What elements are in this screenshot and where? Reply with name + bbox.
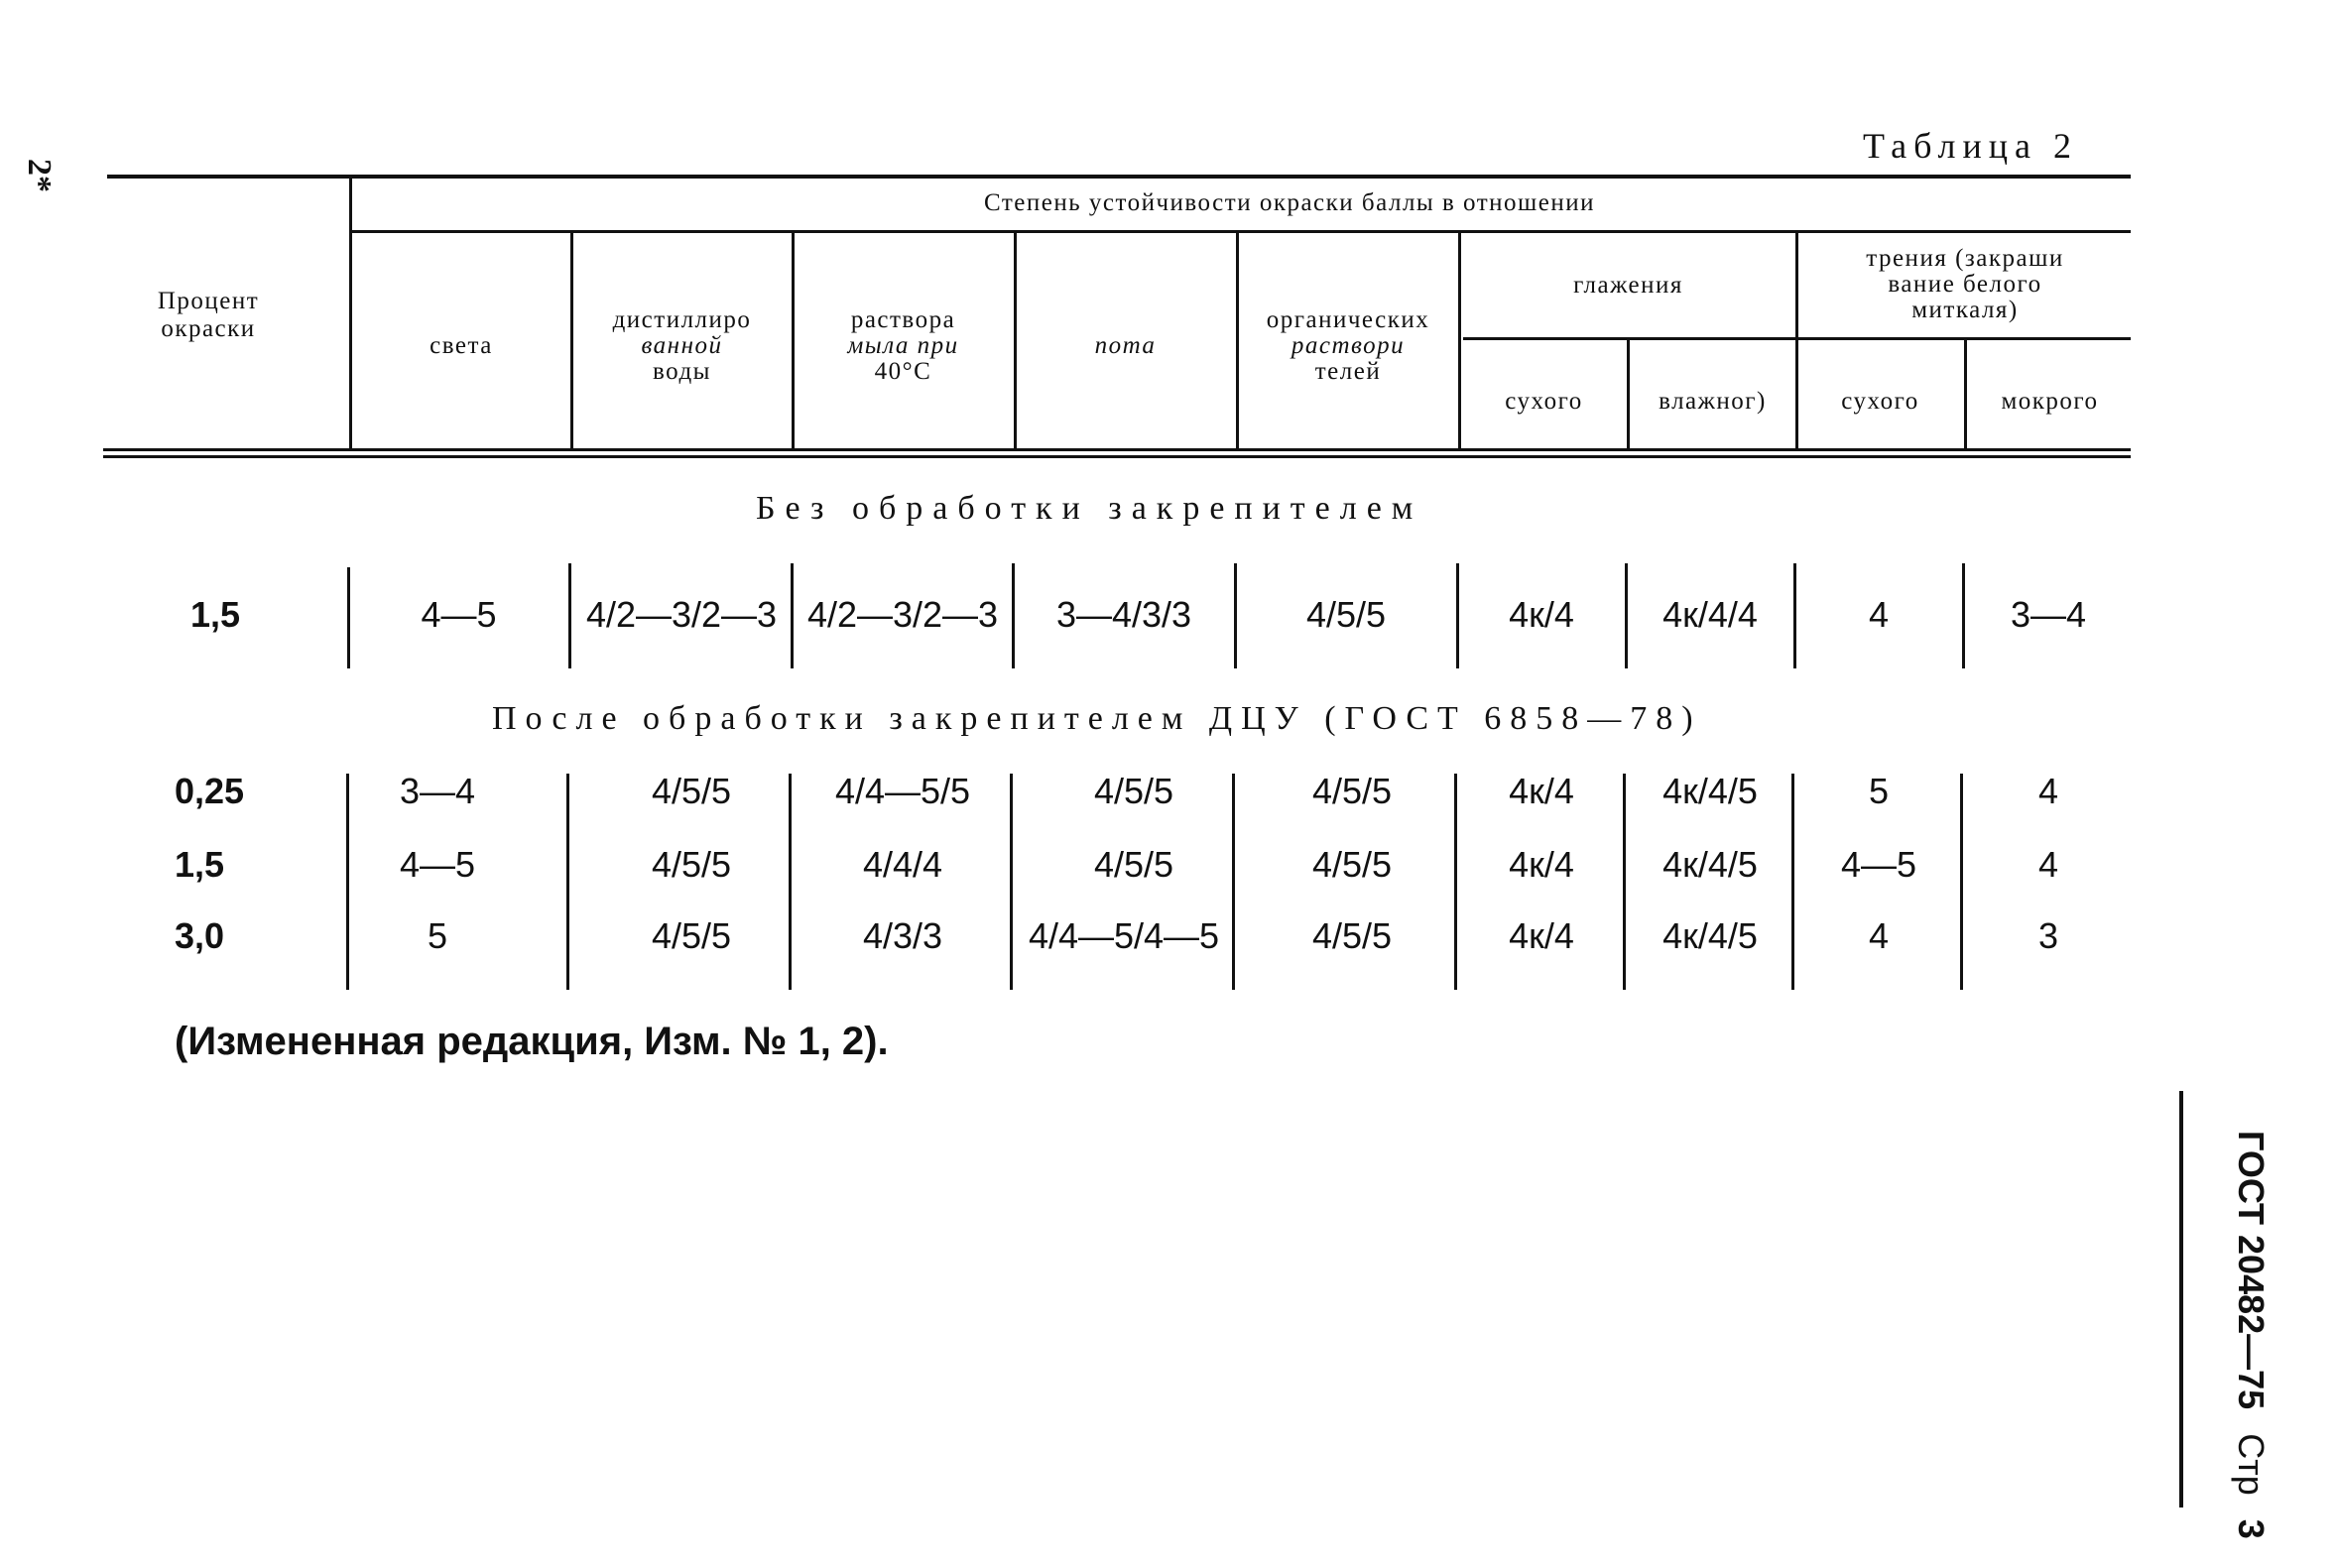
row-divider: [791, 563, 794, 668]
cell-ironing-wet: 4к/4/5: [1662, 915, 1758, 956]
cell-friction-dry: 4: [1868, 594, 1890, 635]
cell-friction-wet: 3—4: [2010, 594, 2087, 635]
side-rule: [2179, 1091, 2183, 1508]
header-distilled: [575, 307, 789, 385]
header-friction-line2: вание белого: [1888, 271, 2042, 298]
cell-organic: 4/5/5: [1311, 915, 1393, 956]
page-mark: 2*: [21, 159, 58, 192]
cell-distilled: 4/5/5: [651, 844, 732, 885]
header-divider: [792, 233, 795, 448]
cell-ironing-dry: 4к/4: [1509, 594, 1574, 635]
row-divider: [1962, 563, 1965, 668]
cell-sweat: 4/4—5/4—5: [1028, 915, 1220, 956]
header-friction-line1: трения (закраши: [1866, 245, 2064, 272]
cell-light: 4—5: [399, 844, 476, 885]
cell-ironing-wet: 4к/4/5: [1662, 771, 1758, 811]
footnote: (Измененная редакция, Изм. № 1, 2).: [175, 1020, 889, 1063]
row-divider: [566, 774, 569, 990]
section-title: Без обработки закрепителем: [756, 490, 1423, 527]
header-ironing-dry: сухого: [1505, 388, 1583, 415]
row-divider: [1960, 774, 1963, 990]
row-divider: [347, 567, 350, 668]
header-organic: [1240, 307, 1456, 385]
header-divider: [1627, 340, 1630, 448]
header-ironing: глажения: [1573, 272, 1683, 299]
cell-organic: 4/5/5: [1311, 844, 1393, 885]
cell-ironing-dry: 4к/4: [1509, 771, 1574, 811]
page-number: 3: [2231, 1518, 2272, 1539]
header-divider: [1236, 233, 1239, 448]
header-friction-dry: сухого: [1841, 388, 1919, 415]
cell-soap: 4/4—5/5: [834, 771, 971, 811]
header-organic-line1: органических: [1266, 306, 1430, 333]
header-friction-wet: мокрого: [2001, 388, 2099, 415]
row-divider: [1625, 563, 1628, 668]
header-organic-line3: телей: [1314, 358, 1382, 385]
header-divider: [1458, 233, 1461, 448]
row-divider: [1791, 774, 1794, 990]
cell-light: 3—4: [399, 771, 476, 811]
cell-ironing-dry: 4к/4: [1509, 844, 1574, 885]
header-divider: [1795, 233, 1798, 448]
cell-sweat: 4/5/5: [1093, 844, 1174, 885]
cell-sweat: 4/5/5: [1093, 771, 1174, 811]
cell-friction-dry: 4: [1868, 915, 1890, 956]
row-divider: [1623, 774, 1626, 990]
cell-light: 4—5: [421, 594, 497, 635]
cell-ironing-wet: 4к/4/5: [1662, 844, 1758, 885]
row-percent: 3,0: [175, 915, 225, 956]
table-title: Таблица 2: [1863, 126, 2078, 166]
row-divider: [1012, 563, 1015, 668]
cell-distilled: 4/5/5: [651, 771, 732, 811]
header-distilled-line2: ванной: [641, 332, 723, 359]
row-divider: [346, 774, 349, 990]
cell-distilled: 4/5/5: [651, 915, 732, 956]
header-friction-line3: миткаля): [1911, 297, 2019, 323]
standard-number: ГОСТ 20482—75: [2231, 1131, 2272, 1410]
header-soap: [797, 307, 1010, 385]
cell-friction-dry: 4—5: [1840, 844, 1917, 885]
header-group: Степень устойчивости окраски баллы в отношении: [984, 189, 1595, 216]
header-friction: [1799, 246, 2131, 323]
row-divider: [568, 563, 571, 668]
cell-friction-dry: 5: [1868, 771, 1890, 811]
row-percent: 1,5: [175, 844, 225, 885]
header-percent: Процент окраски: [157, 288, 260, 342]
cell-organic: 4/5/5: [1305, 594, 1387, 635]
cell-ironing-dry: 4к/4: [1509, 915, 1574, 956]
header-light: света: [430, 332, 493, 359]
header-divider: [1014, 233, 1017, 448]
header-soap-line3: 40°С: [874, 358, 932, 385]
cell-distilled: 4/2—3/2—3: [585, 594, 778, 635]
cell-friction-wet: 4: [2037, 771, 2059, 811]
cell-friction-wet: 4: [2037, 844, 2059, 885]
row-divider: [1793, 563, 1796, 668]
header-bottom-rule-1: [103, 448, 2131, 451]
cell-ironing-wet: 4к/4/4: [1662, 594, 1758, 635]
header-organic-line2: раствори: [1291, 332, 1406, 359]
row-divider: [1234, 563, 1237, 668]
cell-soap: 4/2—3/2—3: [806, 594, 999, 635]
table-top-rule: [107, 175, 2131, 179]
header-divider: [1964, 340, 1967, 448]
cell-organic: 4/5/5: [1311, 771, 1393, 811]
header-soap-line2: мыла при: [847, 332, 959, 359]
header-soap-line1: раствора: [850, 306, 956, 333]
row-divider: [1456, 563, 1459, 668]
header-bottom-rule-2: [103, 455, 2131, 458]
page-prefix: Стр: [2231, 1433, 2272, 1496]
cell-soap: 4/4/4: [862, 844, 943, 885]
cell-sweat: 3—4/3/3: [1055, 594, 1192, 635]
cell-soap: 4/3/3: [862, 915, 943, 956]
cell-light: 5: [427, 915, 448, 956]
row-percent: 0,25: [175, 771, 245, 811]
row-percent: 1,5: [190, 594, 241, 635]
header-sweat: пота: [1094, 332, 1157, 359]
header-distilled-line1: дистиллиро: [612, 306, 752, 333]
section-title: После обработки закрепителем ДЦУ (ГОСТ 6858—78): [492, 700, 1702, 737]
header-ironing-wet: влажног): [1659, 388, 1767, 415]
group-header-rule: [352, 230, 2131, 233]
cell-friction-wet: 3: [2037, 915, 2059, 956]
header-divider: [570, 233, 573, 448]
header-divider: [349, 179, 352, 448]
header-distilled-line3: воды: [653, 358, 711, 385]
